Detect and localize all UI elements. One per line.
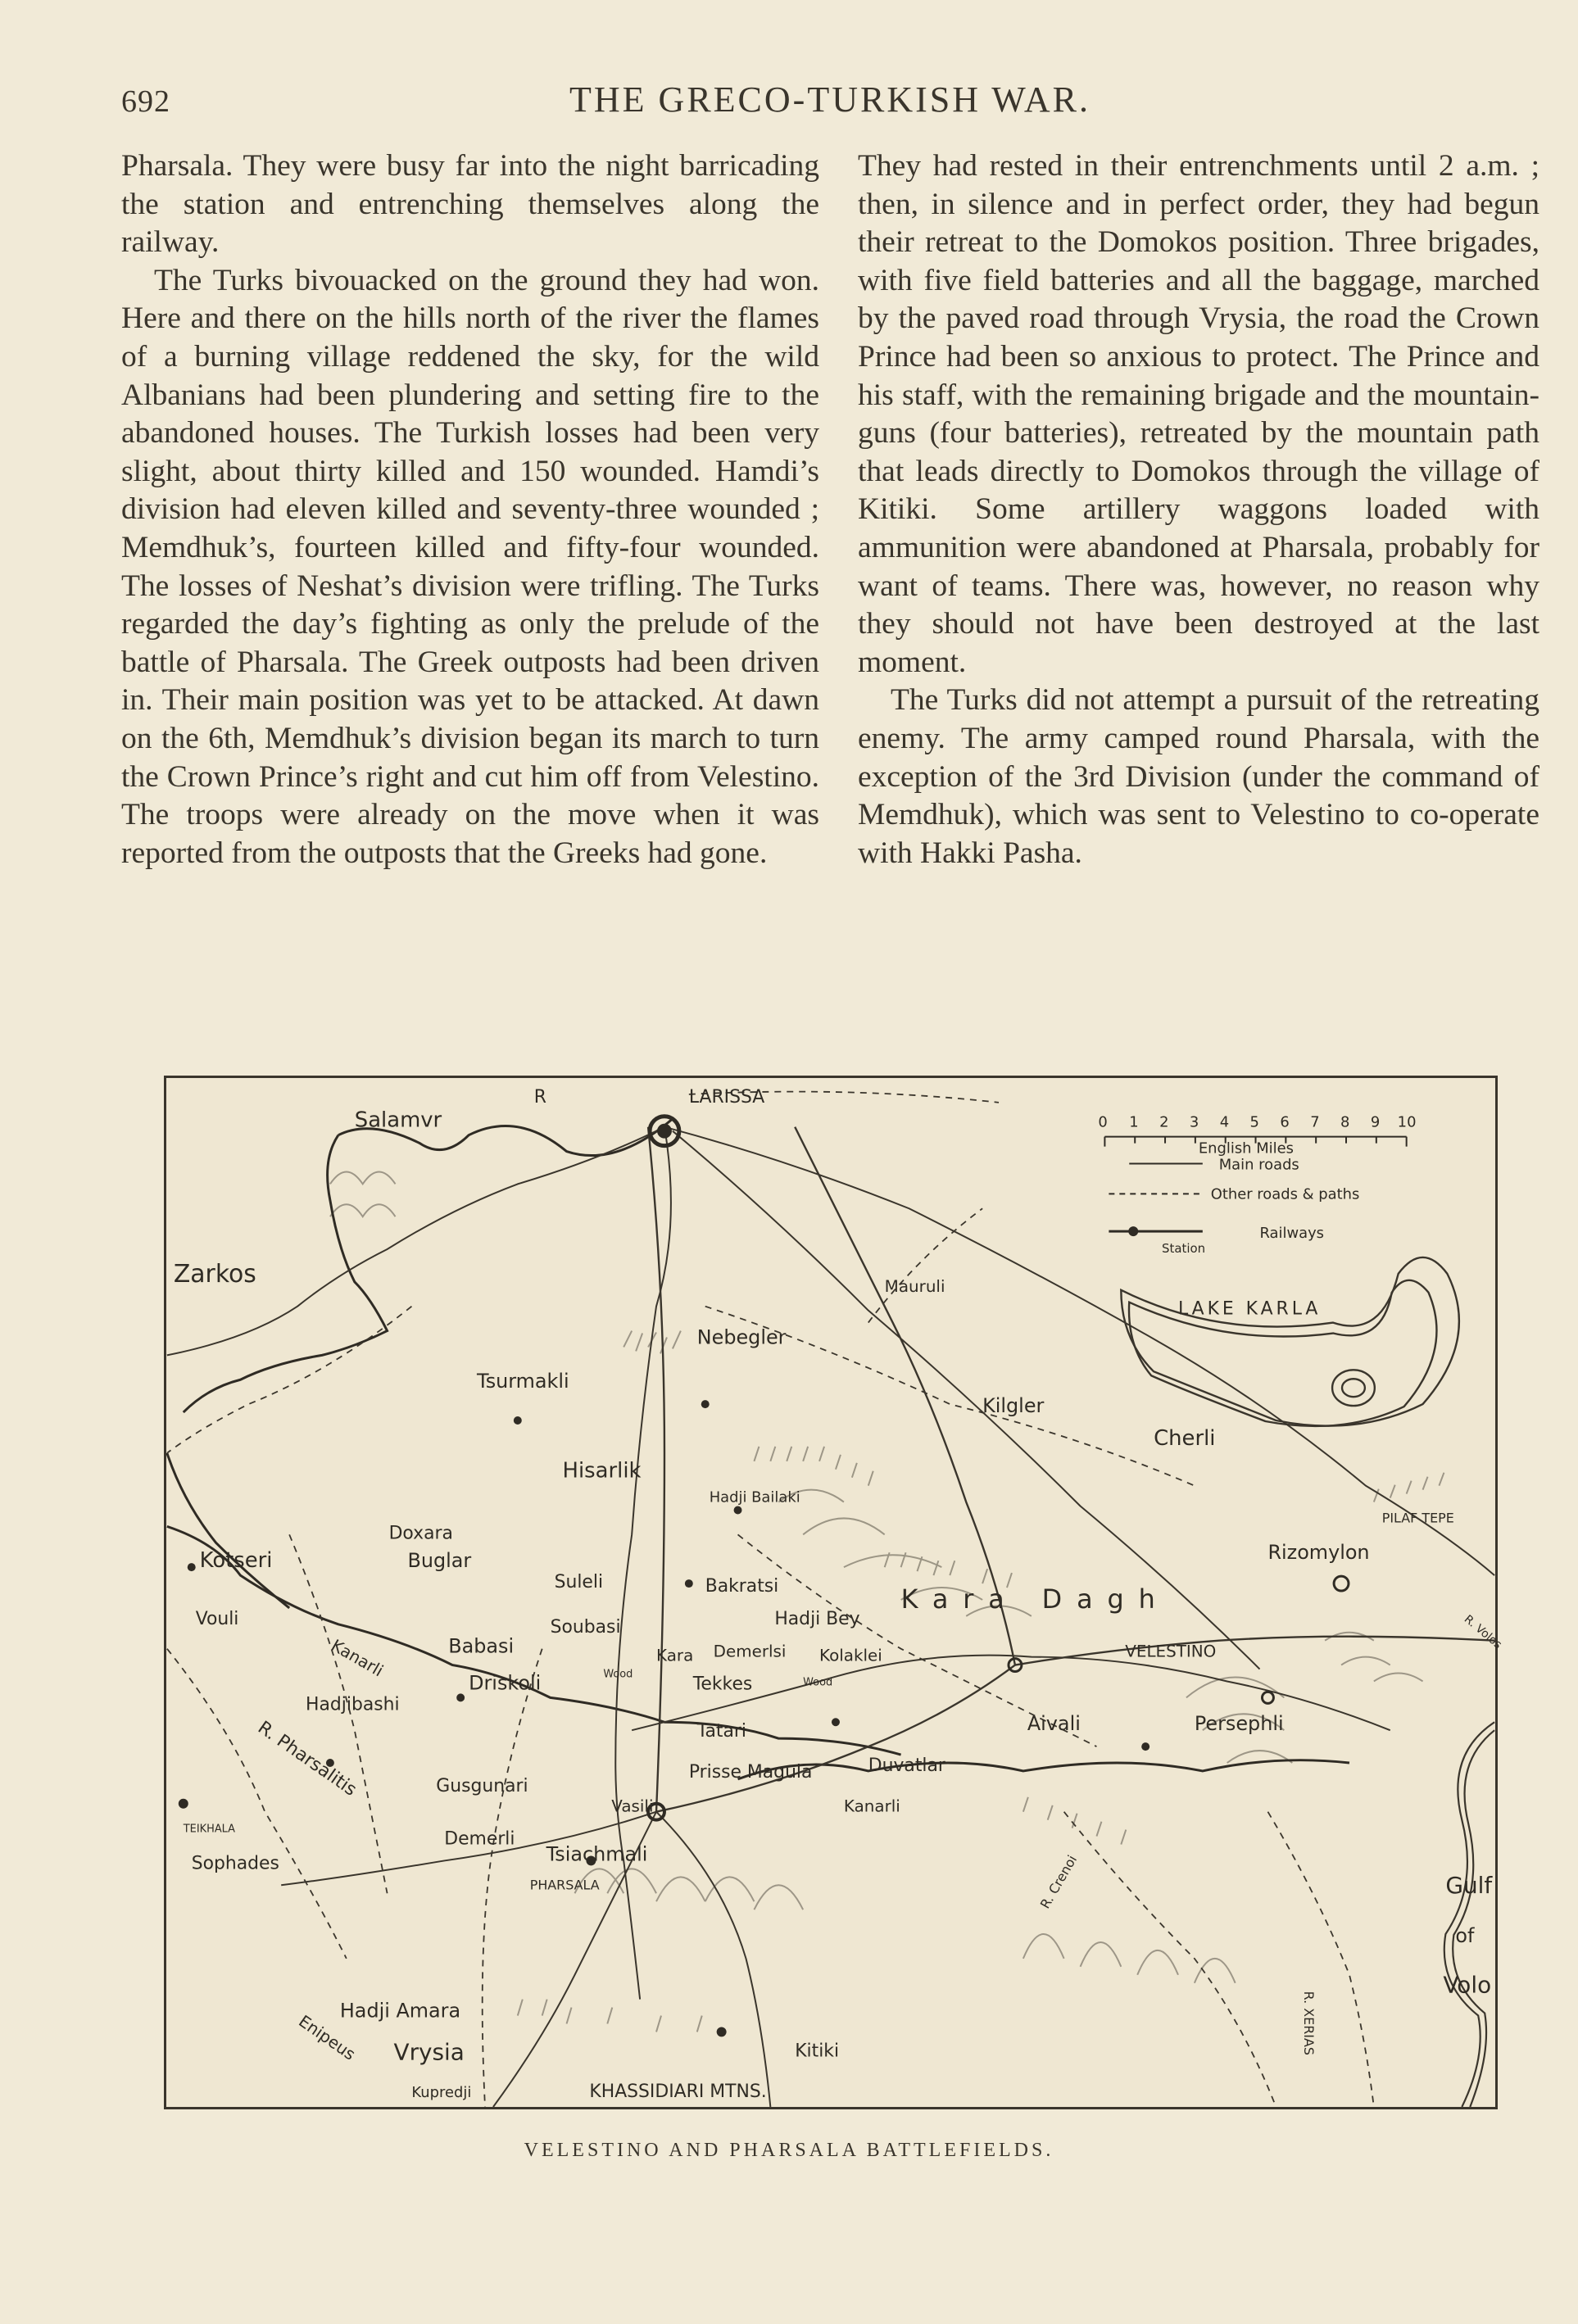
- label-r-xerias: R. XERIAS: [1301, 1991, 1317, 2055]
- scale-3: 3: [1189, 1113, 1199, 1131]
- scale-6: 6: [1280, 1113, 1290, 1131]
- gulf-coast: [1444, 1722, 1494, 2107]
- label-rizomylon: Rizomylon: [1267, 1541, 1370, 1565]
- scale-8: 8: [1340, 1113, 1350, 1131]
- railways: [648, 1127, 1494, 1812]
- legend-station: Station: [1162, 1240, 1206, 1256]
- scale-9: 9: [1370, 1113, 1381, 1131]
- label-tekkes: Tekkes: [692, 1674, 753, 1695]
- legend-main-roads: Main roads: [1218, 1156, 1299, 1174]
- map-caption: VELESTINO AND PHARSALA BATTLEFIELDS.: [524, 2140, 1054, 2161]
- label-tsiachmali: Tsiachmali: [546, 1842, 648, 1866]
- label-bakratsi: Bakratsi: [705, 1576, 779, 1597]
- label-doxara: Doxara: [388, 1523, 453, 1544]
- label-teikhala: TEIKHALA: [183, 1823, 236, 1836]
- label-r-crenoi: R. Crenoi: [1036, 1852, 1081, 1912]
- label-demerli: Demerli: [444, 1828, 515, 1850]
- label-zarkos: Zarkos: [173, 1259, 256, 1289]
- label-gulf: Gulf: [1445, 1872, 1493, 1900]
- lake-karla: [1121, 1257, 1459, 1426]
- scale-1: 1: [1129, 1113, 1139, 1131]
- legend-labels: [1162, 1140, 1359, 1256]
- scale-5: 5: [1249, 1113, 1259, 1131]
- left-column: [121, 147, 819, 872]
- label-wood-1: Wood: [603, 1668, 633, 1681]
- label-kara: Kara: [656, 1646, 694, 1665]
- legend-scale-numbers: [1098, 1114, 1416, 1131]
- label-tatari: Tatari: [696, 1721, 746, 1742]
- label-r-pharsalitis: R. Pharsalitis: [253, 1717, 360, 1801]
- label-kolaklei: Kolaklei: [819, 1646, 882, 1665]
- label-kupredji: Kupredji: [411, 2084, 472, 2102]
- label-hadji-bey: Hadji Bey: [774, 1608, 860, 1629]
- paragraph: They had rested in their entrenchments until 2 a.m. ; then, in silence and in perfect order, they had begun their retreat to the Domokos position. Three brigades, with five field batteries and all the baggage, marched by the paved road through Vrysia, the road the Crown Prince had been so anxious to protect. The Prince and his staff, with the remaining brigade and the mountain-guns (four batteries), retreated by the mountain path that leads directly to Domokos through the village of Kitiki. Some artillery waggons loaded with ammunition were abandoned at Pharsala, probably for want of teams. There was, however, no reason why they should not have been destroyed at the last moment.: [858, 149, 1539, 679]
- battlefield-map: [164, 1076, 1504, 2109]
- label-enipeus: Enipeus: [295, 2011, 359, 2064]
- label-buglar: Buglar: [407, 1549, 472, 1573]
- paragraph: The Turks bivouacked on the ground they had won. Here and there on the hills north of the river the flames of a burning village reddened the sky, for the wild Albanians had been plundering and setting fire to the abandoned houses. The Turkish losses had been very slight, about thirty killed and 150 wounded. Hamdi’s division had eleven killed and seventy-three wounded ; Memdhuk’s, fourteen killed and fifty-four wounded. The losses of Neshat’s division were trifling. The Turks regarded the day’s fighting as only the prelude of the battle of Pharsala. The Greek outposts had been driven in. Their main position was yet to be attacked. At dawn on the 6th, Memdhuk’s division began its march to turn the Crown Prince’s right and cut him off from Velestino. The troops were already on the move when it was reported from the outposts that the Greeks had gone.: [121, 263, 819, 870]
- label-pilaf-tepe: PILAF TEPE: [1381, 1510, 1454, 1526]
- label-of: of: [1455, 1923, 1475, 1947]
- label-hadjibashi: Hadjibashi: [306, 1694, 400, 1715]
- label-gusgunari: Gusgunari: [436, 1775, 528, 1796]
- right-column: [858, 147, 1539, 872]
- label-vasili: Vasili: [611, 1796, 654, 1816]
- label-persephli: Persephli: [1194, 1712, 1284, 1736]
- label-khassidiari: KHASSIDIARI MTNS.: [589, 2082, 767, 2103]
- label-driskoli: Driskoli: [469, 1671, 542, 1695]
- label-demerlsi: Demerlsi: [713, 1642, 787, 1661]
- label-mauruli: Mauruli: [884, 1276, 945, 1296]
- legend-scale-label: English Miles: [1198, 1139, 1294, 1157]
- label-kara-dagh: Kara Dagh: [900, 1583, 1170, 1615]
- label-duvatlar: Duvatlar: [868, 1755, 945, 1776]
- label-wood-2: Wood: [803, 1676, 833, 1689]
- label-hadji-amara: Hadji Amara: [339, 1999, 461, 2023]
- scale-2: 2: [1159, 1113, 1169, 1131]
- page-number: 692: [121, 84, 170, 119]
- label-sophades: Sophades: [191, 1853, 279, 1874]
- label-babasi: Babasi: [448, 1634, 515, 1658]
- label-pharsala: PHARSALA: [529, 1877, 600, 1893]
- page-header: [121, 79, 1539, 128]
- label-kitiki: Kitiki: [795, 2041, 840, 2062]
- label-lake-karla: LAKE KARLA: [1177, 1298, 1322, 1320]
- paragraph: Pharsala. They were busy far into the night barricading the station and entrenching themselves along the railway.: [121, 149, 819, 260]
- label-salamvria: Salamvr: [354, 1108, 442, 1133]
- map-drawing: [166, 1078, 1504, 2107]
- legend-other-roads: Other roads & paths: [1210, 1185, 1360, 1203]
- label-kilgler: Kilgler: [982, 1394, 1045, 1418]
- label-larissa: LARISSA: [688, 1086, 765, 1108]
- label-cherli: Cherli: [1154, 1425, 1216, 1451]
- label-volo: Volo: [1443, 1971, 1492, 1999]
- scale-4: 4: [1219, 1113, 1230, 1131]
- scale-0: 0: [1098, 1113, 1108, 1131]
- label-kanarli-1: Kanarli: [328, 1636, 387, 1681]
- label-soubasi: Soubasi: [550, 1616, 621, 1638]
- scale-10: 10: [1397, 1113, 1417, 1131]
- label-kanarli-2: Kanarli: [843, 1796, 900, 1816]
- label-hadji-bailaki: Hadji Bailaki: [709, 1488, 800, 1506]
- label-kotseri: Kotseri: [199, 1548, 273, 1574]
- label-prisse-magula: Prisse Magula: [688, 1761, 813, 1783]
- label-nebegler: Nebegler: [696, 1325, 787, 1349]
- running-title: THE GRECO-TURKISH WAR.: [569, 79, 1091, 120]
- label-r: R: [533, 1086, 546, 1108]
- paragraph: The Turks did not attempt a pursuit of the retreating enemy. The army camped round Pharsala, with the exception of the 3rd Division (under the command of Memdhuk), which was sent to Velestino to co-operate with Hakki Pasha.: [858, 683, 1539, 870]
- scale-7: 7: [1310, 1113, 1320, 1131]
- label-suleli: Suleli: [554, 1572, 604, 1593]
- label-vouli: Vouli: [195, 1608, 239, 1629]
- label-r-volos: R. Volos: [1461, 1612, 1504, 1652]
- label-vrysia: Vrysia: [393, 2038, 465, 2066]
- label-tsurmakli: Tsurmakli: [477, 1370, 569, 1393]
- label-velestino: VELESTINO: [1125, 1642, 1217, 1661]
- label-hisarlik: Hisarlik: [562, 1458, 642, 1484]
- legend-railways: Railways: [1259, 1225, 1325, 1243]
- label-aivali: Aivali: [1027, 1712, 1081, 1736]
